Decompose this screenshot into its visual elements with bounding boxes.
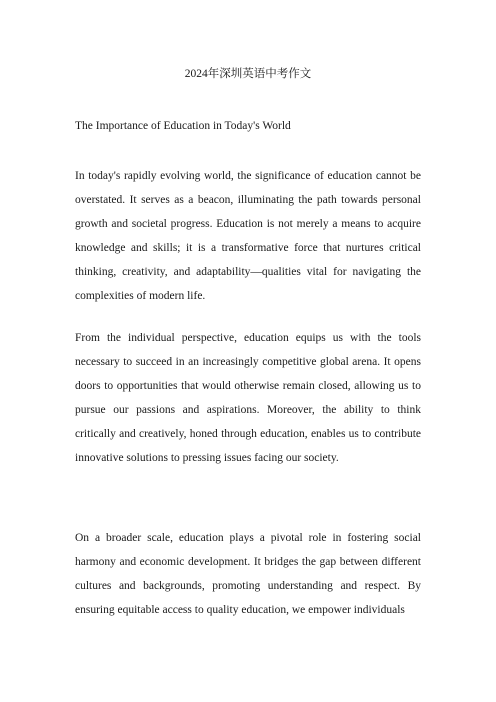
document-title: 2024年深圳英语中考作文 — [184, 68, 312, 80]
essay-paragraph-2: From the individual perspective, education equips us with the tools necessary to succeed in an increasingly competitive global arena. It opens doors to opportunities that would otherwise remain closed, allowing us to pursue our passions and aspirations. Moreover, the ability to think critically and creatively, honed through education, enables us to contribute innovative solutions to pressing issues facing our society. — [75, 332, 421, 464]
essay-paragraph-3: On a broader scale, education plays a pivotal role in fostering social harmony and economic development. It bridges the gap between different cultures and backgrounds, promoting understanding and respect. By ensuring equitable access to quality education, we empower individuals — [75, 532, 421, 616]
essay-heading: The Importance of Education in Today's World — [75, 120, 291, 132]
essay-paragraph-1: In today's rapidly evolving world, the significance of education cannot be overstated. It serves as a beacon, illuminating the path towards personal growth and societal progress. Education is not merely a means to acquire knowledge and skills; it is a transformative force that nurtures critical thinking, creativity, and adaptability—qualities vital for navigating the complexities of modern life. — [75, 170, 421, 302]
